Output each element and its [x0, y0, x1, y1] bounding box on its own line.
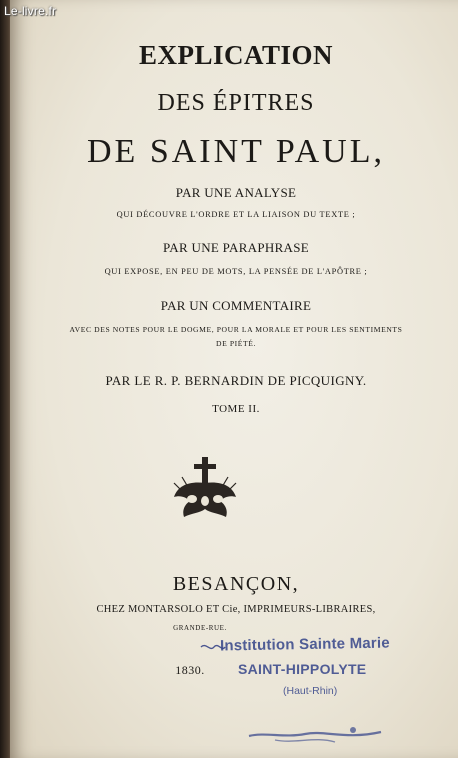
watermark: Le-livre.fr	[4, 4, 57, 18]
author-line: PAR LE R. P. BERNARDIN DE PICQUIGNY.	[105, 373, 367, 388]
section-detail-commentaire: AVEC DES NOTES POUR LE DOGME, POUR LA MORALE ET POUR LES SENTIMENTS	[69, 325, 403, 334]
title-line-3: DE SAINT PAUL,	[87, 133, 385, 170]
imprint-year: 1830.	[175, 663, 205, 677]
ink-mark-icon	[245, 718, 385, 748]
imprint-publisher: CHEZ MONTARSOLO ET Cie, IMPRIMEURS-LIBRAIRES,	[96, 604, 376, 615]
section-detail-commentaire-2: DE PIÉTÉ.	[216, 339, 256, 348]
volume-number: TOME II.	[212, 403, 260, 415]
library-stamp-line-2: SAINT-HIPPOLYTE	[238, 661, 367, 677]
title-line-2: DES ÉPITRES	[157, 90, 315, 116]
section-detail-analyse: QUI DÉCOUVRE L'ORDRE ET LA LIAISON DU TEXTE ;	[116, 210, 356, 219]
title-line-1: EXPLICATION	[138, 40, 334, 70]
imprint-street: GRANDE-RUE.	[173, 624, 227, 632]
section-heading-analyse: PAR UNE ANALYSE	[175, 185, 297, 200]
cross-emblem-icon	[170, 455, 240, 521]
section-heading-paraphrase: PAR UNE PARAPHRASE	[162, 240, 310, 255]
library-stamp-line-3: (Haut-Rhin)	[283, 685, 338, 697]
section-heading-commentaire: PAR UN COMMENTAIRE	[160, 298, 312, 313]
library-stamp-line-1: Institution Sainte Marie	[219, 634, 390, 655]
imprint-city: BESANÇON,	[172, 573, 300, 595]
section-detail-paraphrase: QUI EXPOSE, EN PEU DE MOTS, LA PENSÉE DE L'APÔTRE ;	[104, 267, 368, 276]
